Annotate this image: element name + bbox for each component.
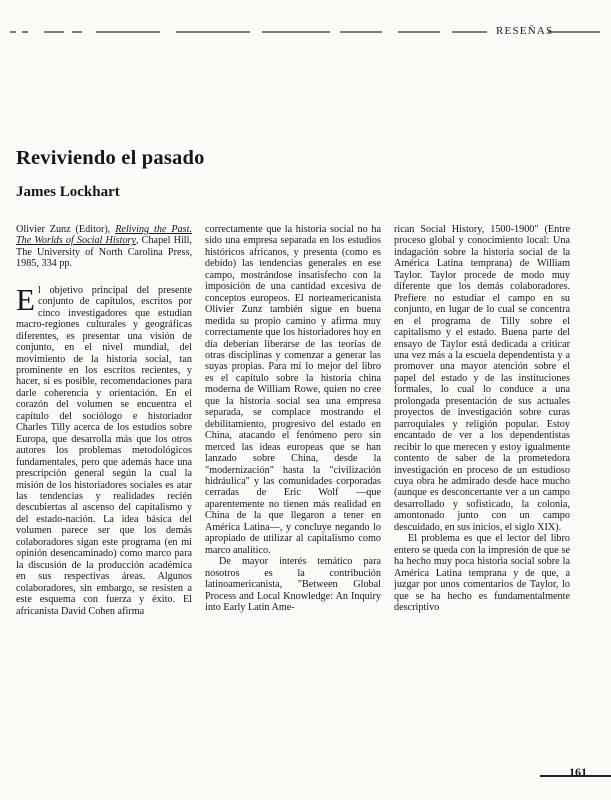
paragraph: rican Social History, 1500-1900" (Entre proceso global y conocimiento local: Una indagación sobre la historia social de la América Latina temprana) de William Taylor. Taylor procede de modo muy diferente que los demás colaboradores. Prefiere no estudiar el campo en su conjunto, en lugar de lo cual se concentra en el programa de Tilly sobre el capitalismo y el estado. Buena parte del ensayo de Taylor está dedicada a criticar una vez más a la escuela dependentista y a promover una mayor atención sobre el papel del estado y de las instituciones formales, lo cual lo conduce a una prolongada presentación de sus actuales proyectos de investigación sobre curas parroquiales y religión popular. Estoy encantado de ver a los dependentistas recibir lo que merecen y estoy igualmente contento de saber de la prometedora investigación en proceso de un estudioso cuya obra he admirado desde hace mucho (aunque es desconcertante ver a un campo desarrollado y sofisticado, la colonia, amontonado junto con un campo descuidado, en sus inicios, el siglo XIX).: [394, 224, 570, 533]
paragraph: correctamente que la historia social no ha sido una empresa separada en los estudios históricos africanos, y presenta (como es debido) las tendencias generales en ese campo, mostrándose insatisfecho con la imposición de una cantidad excesiva de conceptos europeos. El norteamericanista Olivier Zunz también sigue en buena medida su propio camino y afirma muy correctamente que los historiadores hoy en día deberían liberarse de las teorías de otras disciplinas y comenzar a generar las suyas propias. Para mí lo mejor del libro es el capítulo sobre la historia china moderna de William Rowe, quien no cree que la historia social sea una empresa separada, se complace mostrando el debilitamiento, progresivo del estado en China, atacando el fenómeno pero sin merced las ideas europeas que se han lanzado sobre China, desde la "modernización" hasta la "civilización hidráulica" y las comunidades corporadas cerradas de Eric Wolf —que aparentemente no tienen más realidad en China de la que llegaron a tener en América Latina—, y concluye negando lo apropiado de utilizar al capitalismo como marco analítico.: [205, 224, 381, 556]
text-column-3: [394, 224, 570, 613]
paragraph: El problema es que el lector del libro entero se queda con la impresión de que se ha hecho muy poca historia social sobre la América Latina temprana y de que, a juzgar por unos comentarios de Taylor, lo que se ha hecho es fundamentalmente descriptivo: [394, 533, 570, 613]
reference-publisher: , Chapel Hill, The University of North Carolina Press, 1985, 334 pp.: [16, 235, 192, 270]
drop-cap: E: [16, 281, 35, 317]
reference-editor: Olivier Zunz (Editor),: [16, 224, 116, 235]
text-column-2: [205, 224, 381, 613]
paragraph: De mayor interés temático para nosotros es la contribución latinoamericanista, "Between Global Process and Local Knowledge: An Inquiry into Early Latin Ame-: [205, 556, 381, 613]
article-title: Reviviendo el pasado: [16, 147, 205, 169]
paragraph-text: l objetivo principal del presente conjunto de capítulos, escritos por cinco investigadores que estudian macro-regiones culturales y geográficas diferentes, es presentar una visión de conjunto, en el nivel mundial, del movimiento de la historia social, tan prominente en los escritos recientes, y hacer, si es posible, recomendaciones para darle coherencia y orientación. En el corazón del volumen se encuentra el capítulo del sociólogo e historiador Charles Tilly acerca de los estudios sobre Europa, que desarrolla más que los otros autores los problemas metodológicos fundamentales, pero que además hace una prescripción general según la cual la misión de los historiadores sociales es atar las tendencias y realidades recién descubiertas al ascenso del capitalismo y del estado-nación. La idea básica del volumen parece ser que los demás colaboradores sigan este programa (en mi opinión desencaminado) como marco para la discusión de la producción académica en sus respectivas áreas. Algunos colaboradores, sin embargo, se resisten a este esquema con fuerza y éxito. El africanista David Cohen afirma: [16, 284, 192, 617]
page-number: 161: [569, 765, 587, 779]
paragraph: [16, 281, 192, 617]
text-column-1: [16, 224, 192, 617]
section-label: RESEÑAS: [496, 25, 554, 37]
reference-book-title: Reliving the Past. The Worlds of Social History: [16, 224, 192, 247]
article-author: James Lockhart: [16, 184, 120, 200]
book-reference: [16, 224, 192, 270]
